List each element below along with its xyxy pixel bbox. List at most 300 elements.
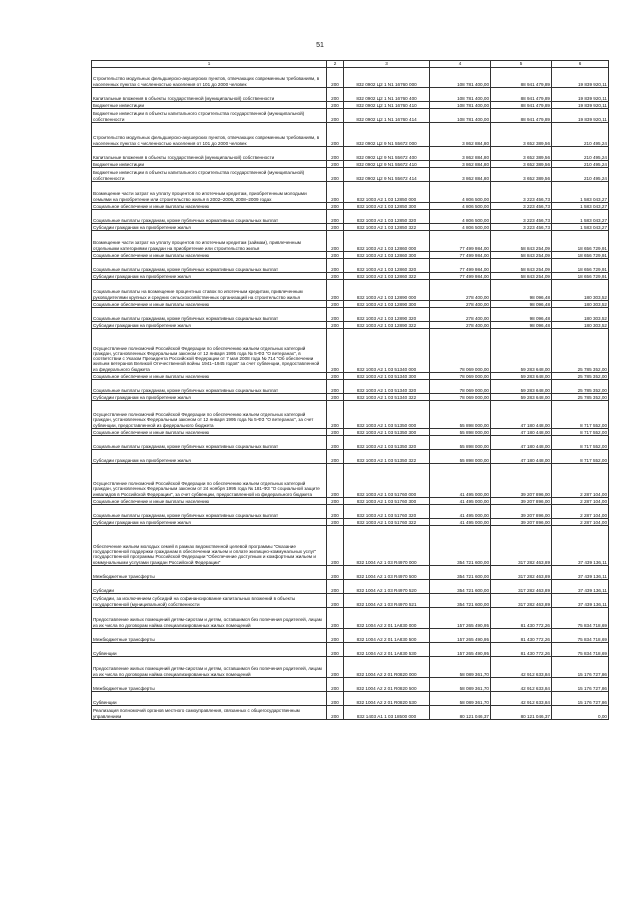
table-cell: 210 495,24 (552, 168, 609, 182)
table-row (92, 429, 609, 436)
table-cell: 2 287 104,00 (552, 505, 609, 519)
table-row (92, 168, 609, 182)
table-cell: 317 282 463,89 (491, 580, 552, 594)
table-cell: 354 721 600,00 (430, 526, 491, 566)
table-cell: 15 176 727,86 (552, 692, 609, 706)
table-row (92, 436, 609, 450)
table-row (92, 102, 609, 109)
table-cell: Социальные выплаты гражданам, кроме публичных нормативных социальных выплат (92, 380, 327, 394)
table-cell: 55 898 000,00 (430, 401, 491, 429)
table-cell: Субсидии гражданам на приобретение жилья (92, 322, 327, 329)
table-cell: 200 (327, 168, 344, 182)
table-cell: 1 583 043,27 (552, 224, 609, 231)
table-cell: 157 265 490,95 (430, 629, 491, 643)
table-cell: 8 717 552,00 (552, 436, 609, 450)
table-cell: 832 0902 Ц2 1 N1 16760 414 (344, 109, 430, 123)
table-cell: Субсидии гражданам на приобретение жилья (92, 519, 327, 526)
table-cell: 200 (327, 147, 344, 161)
table-cell: Социальные выплаты гражданам, кроме публичных нормативных социальных выплат (92, 210, 327, 224)
table-cell: 832 1004 А2 1 03 R4970 500 (344, 566, 430, 580)
table-cell: 200 (327, 252, 344, 259)
table-row (92, 580, 609, 594)
table-cell: 25 785 352,00 (552, 394, 609, 401)
table-cell: 200 (327, 706, 344, 720)
table-cell: 59 283 648,00 (491, 394, 552, 401)
table-cell: 18 656 729,91 (552, 231, 609, 252)
table-cell: 832 1003 А2 1 03 12860 000 (344, 231, 430, 252)
table-cell: 42 912 633,84 (491, 678, 552, 692)
table-cell: 25 785 352,00 (552, 373, 609, 380)
column-header: 2 (327, 61, 344, 68)
table-cell: 88 941 479,89 (491, 102, 552, 109)
table-cell: Социальные выплаты на возмещение процентных ставок по ипотечным кредитам, привлеченным руководителями крупных и средних сельскохозяйственных организаций на строительство жилья (92, 280, 327, 301)
table-cell: 832 1004 А2 2 01 R0820 500 (344, 678, 430, 692)
table-cell: 200 (327, 629, 344, 643)
table-cell: 200 (327, 380, 344, 394)
table-cell: 39 207 896,00 (491, 505, 552, 519)
table-cell: 3 223 456,73 (491, 182, 552, 203)
table-cell: 832 1003 А2 1 03 12890 322 (344, 322, 430, 329)
table-cell: 832 1003 А2 1 03 51350 322 (344, 450, 430, 464)
table-header-row (92, 61, 609, 68)
table-cell: 832 1003 А2 1 03 12850 000 (344, 182, 430, 203)
table-row (92, 329, 609, 373)
table-cell: 80 121 046,37 (430, 706, 491, 720)
table-cell: 278 400,00 (430, 280, 491, 301)
table-row (92, 322, 609, 329)
column-header: 4 (430, 61, 491, 68)
table-cell: 354 721 600,00 (430, 566, 491, 580)
table-cell: Субсидии (92, 580, 327, 594)
table-cell: 200 (327, 580, 344, 594)
table-cell: 200 (327, 123, 344, 147)
table-row (92, 273, 609, 280)
table-row (92, 692, 609, 706)
table-cell: 200 (327, 429, 344, 436)
table-cell: Осуществление полномочий Российской Федерации по обеспечению жильем отдельных категорий граждан, установленных Федеральным законом от 12 января 1995 года № 5-ФЗ "О ветеранах", за счет субвенции, предоставленной из федерального бюджета (92, 401, 327, 429)
table-row (92, 519, 609, 526)
table-cell: Социальные выплаты гражданам, кроме публичных нормативных социальных выплат (92, 308, 327, 322)
table-cell: 200 (327, 566, 344, 580)
table-cell: 80 121 046,37 (491, 706, 552, 720)
table-cell: 200 (327, 161, 344, 168)
table-cell: 2 287 104,00 (552, 498, 609, 505)
table-row (92, 394, 609, 401)
table-cell: 98 096,48 (491, 308, 552, 322)
table-cell: 832 1004 А2 2 01 R0820 530 (344, 692, 430, 706)
table-cell: Возмещение части затрат на уплату процентов по ипотечным кредитам, приобретенным молодыми семьями на приобретение или строительство жилья в 2002–2006, 2008–2009 годах (92, 182, 327, 203)
table-cell: 25 785 352,00 (552, 329, 609, 373)
page-number: 51 (316, 42, 324, 49)
table-row (92, 566, 609, 580)
table-row (92, 203, 609, 210)
table-cell: 47 180 448,00 (491, 429, 552, 436)
table-cell: Субсидии гражданам на приобретение жилья (92, 450, 327, 464)
table-cell: 200 (327, 259, 344, 273)
table-cell: 39 207 896,00 (491, 519, 552, 526)
table-cell: 200 (327, 182, 344, 203)
table-cell: 37 439 136,11 (552, 526, 609, 566)
table-cell: 3 862 884,80 (430, 161, 491, 168)
table-row (92, 505, 609, 519)
table-row (92, 380, 609, 394)
table-cell: 832 0902 Ц2 1 N1 16760 400 (344, 88, 430, 102)
budget-table (91, 60, 609, 720)
table-cell: 832 1003 А2 1 03 51350 300 (344, 429, 430, 436)
table-cell: 832 1003 А2 1 03 51340 300 (344, 373, 430, 380)
table-cell: 832 1003 А2 1 03 12850 322 (344, 224, 430, 231)
table-cell: 832 1003 А2 1 03 51340 322 (344, 394, 430, 401)
table-cell: 77 499 984,00 (430, 231, 491, 252)
table-cell: 832 1003 А2 1 03 12890 000 (344, 280, 430, 301)
table-cell: Субсидии гражданам на приобретение жилья (92, 224, 327, 231)
table-cell: Субсидии гражданам на приобретение жилья (92, 273, 327, 280)
table-cell: 58 843 254,09 (491, 273, 552, 280)
column-header: 6 (552, 61, 609, 68)
table-cell: 8 717 552,00 (552, 450, 609, 464)
table-cell: 78 069 000,00 (430, 394, 491, 401)
table-cell: 4 806 500,00 (430, 224, 491, 231)
table-cell: 200 (327, 526, 344, 566)
table-cell: 210 495,24 (552, 147, 609, 161)
table-row (92, 498, 609, 505)
table-row (92, 109, 609, 123)
table-cell: 180 303,52 (552, 301, 609, 308)
table-cell: Субсидии, за исключением субсидий на софинансирование капитальных вложений в объекты государственной (муниципальной) собственности (92, 594, 327, 608)
table-cell: Бюджетные инвестиции в объекты капитального строительства государственной (муниципальной) собственности (92, 109, 327, 123)
table-cell: 200 (327, 657, 344, 678)
table-cell: 3 652 389,56 (491, 123, 552, 147)
table-cell: Социальные выплаты гражданам, кроме публичных нормативных социальных выплат (92, 259, 327, 273)
table-cell: 832 1003 А2 1 03 51350 000 (344, 401, 430, 429)
table-cell: Социальное обеспечение и иные выплаты населению (92, 498, 327, 505)
table-cell: 108 781 400,00 (430, 109, 491, 123)
table-cell: 39 207 896,00 (491, 464, 552, 498)
table-cell: 58 843 254,09 (491, 231, 552, 252)
table-cell: 200 (327, 308, 344, 322)
table-row (92, 678, 609, 692)
table-cell: 200 (327, 519, 344, 526)
table-cell: 4 806 500,00 (430, 182, 491, 203)
table-cell: 37 439 136,11 (552, 594, 609, 608)
table-cell: 832 1003 А2 1 03 51340 000 (344, 329, 430, 373)
table-cell: 25 785 352,00 (552, 380, 609, 394)
table-cell: Социальное обеспечение и иные выплаты населению (92, 429, 327, 436)
table-cell: 832 0902 Ц2 9 N1 55672 410 (344, 161, 430, 168)
table-cell: 200 (327, 203, 344, 210)
table-cell: 75 834 718,69 (552, 643, 609, 657)
table-cell: 15 176 727,86 (552, 657, 609, 678)
table-cell: 41 495 000,00 (430, 519, 491, 526)
table-row (92, 594, 609, 608)
table-cell: 19 839 920,11 (552, 102, 609, 109)
table-cell: 2 287 104,00 (552, 464, 609, 498)
table-cell: 200 (327, 498, 344, 505)
table-cell: 8 717 552,00 (552, 429, 609, 436)
table-cell: 832 1004 А2 1 03 R4970 000 (344, 526, 430, 566)
table-cell: 832 1004 А2 1 03 R4970 520 (344, 580, 430, 594)
table-cell: 39 207 896,00 (491, 498, 552, 505)
table-cell: Возмещение части затрат на уплату процентов по ипотечным кредитам (займам), привлеченным отдельными категориями граждан на приобретение или строительство жилья (92, 231, 327, 252)
table-cell: 317 282 463,89 (491, 594, 552, 608)
table-cell: 55 898 000,00 (430, 450, 491, 464)
table-cell: 19 839 920,11 (552, 68, 609, 88)
table-cell: 78 069 000,00 (430, 329, 491, 373)
table-cell: 81 430 772,26 (491, 643, 552, 657)
table-cell: 832 1003 А2 1 03 51760 000 (344, 464, 430, 498)
table-row (92, 629, 609, 643)
table-cell: Предоставление жилых помещений детям-сиротам и детям, оставшимся без попечения родителей, лицам из их числа по договорам найма специализированных жилых помещений (92, 657, 327, 678)
table-cell: Социальное обеспечение и иные выплаты населению (92, 252, 327, 259)
table-cell: 1 583 043,27 (552, 210, 609, 224)
table-cell: 832 1003 А2 1 03 12860 320 (344, 259, 430, 273)
table-cell: 47 180 448,00 (491, 401, 552, 429)
table-cell: 200 (327, 231, 344, 252)
table-row (92, 464, 609, 498)
table-cell: 200 (327, 505, 344, 519)
table-cell: Субсидии гражданам на приобретение жилья (92, 394, 327, 401)
table-cell: 200 (327, 594, 344, 608)
table-cell: 200 (327, 401, 344, 429)
table-row (92, 608, 609, 629)
table-cell: 278 400,00 (430, 301, 491, 308)
table-cell: 81 430 772,26 (491, 608, 552, 629)
table-cell: 200 (327, 301, 344, 308)
table-cell: 98 096,48 (491, 301, 552, 308)
table-cell: 41 495 000,00 (430, 498, 491, 505)
table-cell: 200 (327, 450, 344, 464)
table-cell: 108 781 400,00 (430, 68, 491, 88)
table-row (92, 88, 609, 102)
table-row (92, 706, 609, 720)
table-cell: 200 (327, 210, 344, 224)
table-cell: 832 1004 А2 2 01 1А830 000 (344, 608, 430, 629)
table-row (92, 252, 609, 259)
table-cell: Социальное обеспечение и иные выплаты населению (92, 203, 327, 210)
table-cell: 1 583 043,27 (552, 203, 609, 210)
table-cell: 98 096,48 (491, 280, 552, 301)
table-row (92, 280, 609, 301)
table-cell: 200 (327, 464, 344, 498)
table-cell: 3 652 389,56 (491, 147, 552, 161)
table-cell: 8 717 552,00 (552, 401, 609, 429)
table-cell: 278 400,00 (430, 308, 491, 322)
table-row (92, 259, 609, 273)
table-cell: 75 834 718,69 (552, 629, 609, 643)
table-row (92, 526, 609, 566)
table-cell: 77 499 984,00 (430, 273, 491, 280)
table-cell: 200 (327, 280, 344, 301)
table-row (92, 224, 609, 231)
table-cell: Бюджетные инвестиции (92, 161, 327, 168)
column-header: 5 (491, 61, 552, 68)
table-cell: 200 (327, 678, 344, 692)
table-cell: 832 0902 Ц2 9 N1 55672 400 (344, 147, 430, 161)
table-row (92, 657, 609, 678)
table-cell: 41 495 000,00 (430, 505, 491, 519)
table-cell: Субвенции (92, 692, 327, 706)
table-cell: 19 839 920,11 (552, 88, 609, 102)
table-cell: 3 862 884,80 (430, 123, 491, 147)
table-cell: 77 499 984,00 (430, 252, 491, 259)
table-cell: 832 0902 Ц2 9 N1 55672 414 (344, 168, 430, 182)
table-cell: Межбюджетные трансферты (92, 678, 327, 692)
table-cell: 108 781 400,00 (430, 88, 491, 102)
table-cell: Бюджетные инвестиции в объекты капитального строительства государственной (муниципальной) собственности (92, 168, 327, 182)
table-cell: 47 180 448,00 (491, 436, 552, 450)
table-cell: 832 1004 А2 2 01 1А830 530 (344, 643, 430, 657)
table-cell: 157 265 490,95 (430, 643, 491, 657)
table-cell: 200 (327, 373, 344, 380)
table-cell: 200 (327, 224, 344, 231)
table-cell: 18 656 729,91 (552, 259, 609, 273)
table-row (92, 308, 609, 322)
table-cell: 832 0902 Ц2 1 N1 16760 000 (344, 68, 430, 88)
table-cell: 200 (327, 273, 344, 280)
table-cell: 42 912 633,84 (491, 657, 552, 678)
table-cell: 59 283 648,00 (491, 380, 552, 394)
table-row (92, 123, 609, 147)
table-cell: 832 1003 А2 1 03 12860 300 (344, 252, 430, 259)
table-cell: 832 1004 А2 1 03 R4970 521 (344, 594, 430, 608)
table-cell: 55 898 000,00 (430, 429, 491, 436)
table-row (92, 373, 609, 380)
table-cell: 78 069 000,00 (430, 373, 491, 380)
table-cell: 4 806 500,00 (430, 203, 491, 210)
table-cell: 200 (327, 643, 344, 657)
table-cell: 832 1403 А1 1 03 18500 000 (344, 706, 430, 720)
table-cell: 180 303,52 (552, 280, 609, 301)
table-cell: 98 096,48 (491, 322, 552, 329)
table-cell: 200 (327, 394, 344, 401)
table-row (92, 210, 609, 224)
table-cell: Социальные выплаты гражданам, кроме публичных нормативных социальных выплат (92, 505, 327, 519)
table-row (92, 450, 609, 464)
table-cell: 18 656 729,91 (552, 273, 609, 280)
table-row (92, 401, 609, 429)
table-cell: 88 941 479,89 (491, 88, 552, 102)
table-cell: 3 652 389,56 (491, 161, 552, 168)
table-cell: 832 1004 А2 2 01 1А830 500 (344, 629, 430, 643)
table-cell: 3 652 389,56 (491, 168, 552, 182)
table-cell: 3 223 456,73 (491, 224, 552, 231)
table-cell: 832 0902 Ц2 1 N1 16760 410 (344, 102, 430, 109)
table-cell: 15 176 727,86 (552, 678, 609, 692)
table-cell: Субвенции (92, 643, 327, 657)
table-cell: 354 721 600,00 (430, 580, 491, 594)
table-cell: 200 (327, 329, 344, 373)
table-cell: 200 (327, 436, 344, 450)
table-cell: Строительство модульных фельдшерско-акушерских пунктов, отвечающих современным требованиям, в населенных пунктах с численностью населения от 101 до 2000 человек (92, 68, 327, 88)
table-cell: 77 499 984,00 (430, 259, 491, 273)
table-cell: Бюджетные инвестиции (92, 102, 327, 109)
table-cell: 832 1003 А2 1 03 51340 320 (344, 380, 430, 394)
table-cell: 4 806 500,00 (430, 210, 491, 224)
table-cell: Социальные выплаты гражданам, кроме публичных нормативных социальных выплат (92, 436, 327, 450)
table-cell: Капитальные вложения в объекты государственной (муниципальной) собственности (92, 88, 327, 102)
table-cell: 81 430 772,26 (491, 629, 552, 643)
table-cell: 37 439 136,11 (552, 566, 609, 580)
table-row (92, 643, 609, 657)
table-cell: 317 282 463,89 (491, 526, 552, 566)
table-cell: 88 941 479,89 (491, 109, 552, 123)
table-cell: 58 843 254,09 (491, 259, 552, 273)
table-cell: 278 400,00 (430, 322, 491, 329)
table-cell: 210 495,24 (552, 123, 609, 147)
table-cell: 832 1003 А2 1 03 12890 300 (344, 301, 430, 308)
table-cell: 58 089 361,70 (430, 657, 491, 678)
table-cell: 832 1003 А2 1 03 12850 300 (344, 203, 430, 210)
table-row (92, 161, 609, 168)
table-cell: 210 495,24 (552, 161, 609, 168)
table-cell: 42 912 633,84 (491, 692, 552, 706)
table-cell: 832 1003 А2 1 03 12860 322 (344, 273, 430, 280)
column-header: 3 (344, 61, 430, 68)
table-cell: 200 (327, 68, 344, 88)
table-cell: Предоставление жилых помещений детям-сиротам и детям, оставшимся без попечения родителей, лицам из их числа по договорам найма специализированных жилых помещений (92, 608, 327, 629)
table-cell: 58 843 254,09 (491, 252, 552, 259)
table-cell: 108 781 400,00 (430, 102, 491, 109)
table-cell: 3 862 884,80 (430, 147, 491, 161)
table-cell: 3 223 456,73 (491, 203, 552, 210)
table-cell: Капитальные вложения в объекты государственной (муниципальной) собственности (92, 147, 327, 161)
table-cell: 832 1003 А2 1 03 12890 320 (344, 308, 430, 322)
table-cell: 832 1004 А2 2 01 R0820 000 (344, 657, 430, 678)
table-cell: 180 303,52 (552, 322, 609, 329)
table-cell: 832 1003 А2 1 03 51760 300 (344, 498, 430, 505)
table-cell: Реализация полномочий органов местного самоуправления, связанных с общегосударственным управлением (92, 706, 327, 720)
table-cell: 59 283 648,00 (491, 373, 552, 380)
table-cell: 19 839 920,11 (552, 109, 609, 123)
table-cell: 200 (327, 102, 344, 109)
table-cell: 55 898 000,00 (430, 436, 491, 450)
table-cell: 200 (327, 88, 344, 102)
table-cell: 317 282 463,89 (491, 566, 552, 580)
table-row (92, 182, 609, 203)
table-cell: 200 (327, 322, 344, 329)
table-cell: 832 1003 А2 1 03 51760 320 (344, 505, 430, 519)
table-row (92, 147, 609, 161)
table-cell: 59 283 648,00 (491, 329, 552, 373)
table-cell: Межбюджетные трансферты (92, 629, 327, 643)
table-cell: 180 303,52 (552, 308, 609, 322)
table-cell: Осуществление полномочий Российской Федерации по обеспечению жильем отдельных категорий граждан, установленных Федеральным законом от 24 ноября 1995 года № 181-ФЗ "О социальной защите инвалидов в Российской Федерации", за счет субвенции, предоставленной из федерального бюджета (92, 464, 327, 498)
table-cell: 3 862 884,80 (430, 168, 491, 182)
table-cell: 41 495 000,00 (430, 464, 491, 498)
table-cell: 1 583 043,27 (552, 182, 609, 203)
table-cell: 0,00 (552, 706, 609, 720)
table-cell: 832 1003 А2 1 03 51350 320 (344, 436, 430, 450)
table-cell: 2 287 104,00 (552, 519, 609, 526)
table-cell: 88 941 479,89 (491, 68, 552, 88)
table-cell: 37 439 136,11 (552, 580, 609, 594)
table-cell: Социальное обеспечение и иные выплаты населению (92, 373, 327, 380)
table-cell: 832 1003 А2 1 03 51760 322 (344, 519, 430, 526)
table-cell: 75 834 718,69 (552, 608, 609, 629)
table-cell: 832 1003 А2 1 03 12850 320 (344, 210, 430, 224)
column-header: 1 (92, 61, 327, 68)
table-cell: 200 (327, 692, 344, 706)
table-cell: 200 (327, 109, 344, 123)
table-cell: 200 (327, 608, 344, 629)
table-cell: Социальное обеспечение и иные выплаты населению (92, 301, 327, 308)
table-cell: 354 721 600,00 (430, 594, 491, 608)
table-cell: Осуществление полномочий Российской Федерации по обеспечению жильем отдельных категорий граждан, установленных Федеральным законом от 12 января 1995 года № 5-ФЗ "О ветеранах", в соответствии с Указом Президента Российской Федерации от 7 мая 2008 года № 714 "Об обеспечении жильем ветеранов Великой Отечественной войны 1941–1945 годов" за счет субвенции, предоставленной из федерального бюджета (92, 329, 327, 373)
table-cell: 157 265 490,95 (430, 608, 491, 629)
table-cell: 78 069 000,00 (430, 380, 491, 394)
table-cell: 832 0902 Ц2 9 N1 55672 000 (344, 123, 430, 147)
table-row (92, 68, 609, 88)
